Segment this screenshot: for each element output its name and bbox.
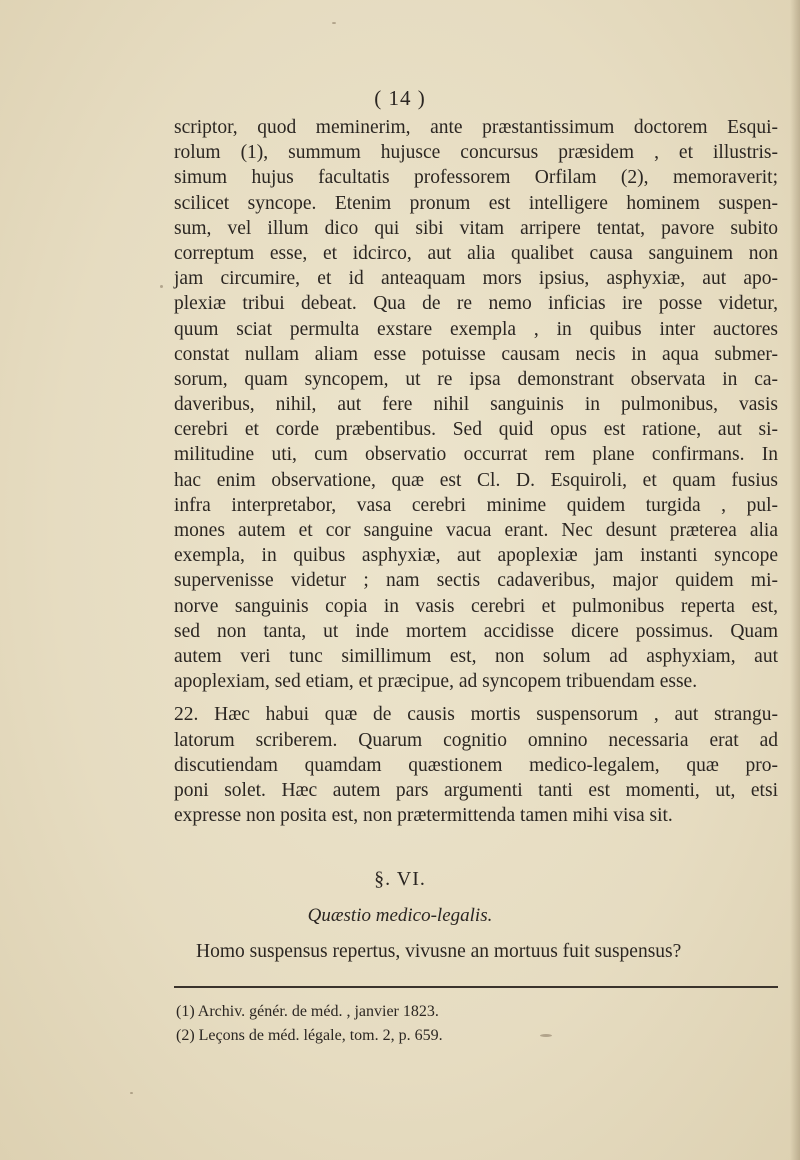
text-line: mones autem et cor sanguine vacua erant. Nec desunt præterea alia	[174, 520, 778, 541]
text-line: autem veri tunc simillimum est, non solum ad asphyxiam, aut	[174, 645, 778, 667]
text-line: daveribus, nihil, aut fere nihil sanguinis in pulmonibus, vasis	[174, 394, 778, 416]
page-number: ( 14 )	[374, 86, 426, 110]
footnotes	[176, 1000, 776, 1048]
text-line: rolum (1), summum hujusce concursus præsidem , et illustris-	[174, 142, 778, 164]
text-line: militudine uti, cum observatio occurrat rem plane confirmans. In	[174, 444, 778, 466]
paper-speck	[332, 22, 336, 24]
paper-speck	[540, 1034, 552, 1037]
footnote-1: (1) Archiv. génér. de méd. , janvier 1823.	[176, 1003, 439, 1020]
footnote-2: (2) Leçons de méd. légale, tom. 2, p. 659.	[176, 1027, 443, 1044]
section-heading: §. VI.	[374, 868, 426, 890]
page-edge-shadow	[790, 0, 800, 1160]
text-line: expresse non posita est, non prætermittenda tamen mihi visa sit.	[174, 805, 673, 827]
text-line: supervenisse videtur ; nam sectis cadaveribus, major quidem mi-	[174, 570, 778, 592]
main-text-block	[174, 115, 778, 828]
text-line: jam circumire, et id anteaquam mors ipsius, asphyxiæ, aut apo-	[174, 268, 778, 290]
text-line: sed non tanta, ut inde mortem accidisse dicere possimus. Quam	[174, 620, 778, 642]
text-line: hac enim observatione, quæ est Cl. D. Esquiroli, et quam fusius	[174, 469, 778, 491]
text-line: sorum, quam syncopem, ut re ipsa demonstrant observata in ca-	[174, 368, 778, 390]
section-question: Homo suspensus repertus, vivusne an mortuus fuit suspensus?	[196, 941, 682, 962]
text-line: constat nullam aliam esse potuisse causam necis in aqua submer-	[174, 343, 778, 365]
text-line: cerebri et corde præbentibus. Sed quid opus est ratione, aut si-	[174, 419, 778, 441]
paragraph-gap	[174, 694, 778, 702]
paper-speck	[160, 285, 163, 288]
text-line: discutiendam quamdam quæstionem medico-legalem, quæ pro-	[174, 754, 778, 776]
text-line: correptum esse, et idcirco, aut alia qualibet causa sanguinem non	[174, 242, 778, 264]
text-line: sum, vel illum dico qui sibi vitam arripere tentat, pavore subito	[174, 217, 778, 239]
text-line: 22. Hæc habui quæ de causis mortis suspensorum , aut strangu-	[174, 704, 778, 726]
paper-speck	[130, 1092, 133, 1094]
section-subtitle: Quæstio medico-legalis.	[307, 905, 493, 926]
text-line: plexiæ tribui debeat. Qua de re nemo inficias ire posse videtur,	[174, 293, 778, 315]
paragraph-2	[174, 702, 778, 828]
text-line: scilicet syncope. Etenim pronum est intelligere hominem suspen-	[174, 192, 778, 214]
text-line: scriptor, quod meminerim, ante præstantissimum doctorem Esqui-	[174, 117, 778, 138]
text-line: apoplexiam, sed etiam, et præcipue, ad syncopem tribuendam esse.	[174, 671, 698, 693]
text-line: exempla, in quibus asphyxiæ, aut apoplexiæ jam instanti syncope	[174, 545, 778, 567]
text-line: simum hujus facultatis professorem Orfilam (2), memoraverit;	[174, 167, 778, 189]
footnote-divider	[174, 986, 778, 988]
text-line: quum sciat permulta exstare exempla , in quibus inter auctores	[174, 318, 778, 340]
paragraph-1	[174, 115, 778, 694]
text-line: latorum scriberem. Quarum cognitio omnino necessaria erat ad	[174, 729, 778, 751]
text-line: poni solet. Hæc autem pars argumenti tanti est momenti, ut, etsi	[174, 779, 778, 801]
text-line: infra interpretabor, vasa cerebri minime quidem turgida , pul-	[174, 494, 778, 516]
text-line: norve sanguinis copia in vasis cerebri et pulmonibus reperta est,	[174, 595, 778, 617]
